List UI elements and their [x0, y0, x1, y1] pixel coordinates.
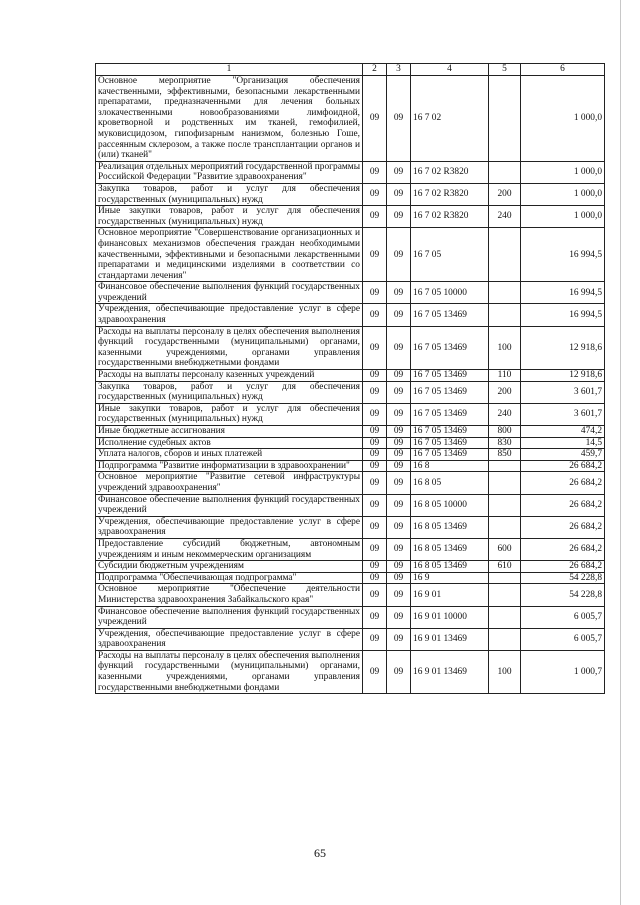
row-amount-cell: 26 684,2 — [521, 472, 605, 494]
row-amount-cell: 26 684,2 — [521, 494, 605, 516]
table-row — [96, 650, 605, 693]
row-amount-cell: 1 000,0 — [521, 161, 605, 183]
row-subsection-cell: 09 — [387, 76, 411, 162]
table-header-row — [96, 64, 605, 76]
row-section-cell: 09 — [363, 449, 387, 461]
row-expense-type-cell — [489, 572, 521, 584]
row-subsection-cell: 09 — [387, 437, 411, 449]
row-section-cell: 09 — [363, 561, 387, 573]
table-row — [96, 628, 605, 650]
row-section-cell: 09 — [363, 516, 387, 538]
row-target-code-cell: 16 7 05 — [411, 228, 489, 282]
row-expense-type-cell: 100 — [489, 326, 521, 369]
row-section-cell: 09 — [363, 228, 387, 282]
table-row — [96, 516, 605, 538]
row-subsection-cell: 09 — [387, 561, 411, 573]
row-expense-type-cell: 200 — [489, 381, 521, 403]
row-subsection-cell: 09 — [387, 370, 411, 382]
row-section-cell: 09 — [363, 381, 387, 403]
row-subsection-cell: 09 — [387, 304, 411, 326]
row-expense-type-cell — [489, 584, 521, 606]
row-expense-type-cell — [489, 161, 521, 183]
row-amount-cell: 3 601,7 — [521, 381, 605, 403]
table-row — [96, 584, 605, 606]
row-name-cell: Предоставление субсидий бюджетным, автономным учреждениям и иным некоммерческим организациям — [96, 538, 363, 560]
row-target-code-cell: 16 7 02 R3820 — [411, 206, 489, 228]
row-section-cell: 09 — [363, 206, 387, 228]
row-amount-cell: 1 000,0 — [521, 206, 605, 228]
row-name-cell: Учреждения, обеспечивающие предоставление услуг в сфере здравоохранения — [96, 628, 363, 650]
table-row — [96, 228, 605, 282]
row-target-code-cell: 16 9 01 — [411, 584, 489, 606]
row-section-cell: 09 — [363, 437, 387, 449]
row-amount-cell: 1 000,0 — [521, 76, 605, 162]
row-section-cell: 09 — [363, 76, 387, 162]
row-target-code-cell: 16 7 05 13469 — [411, 326, 489, 369]
table-row — [96, 449, 605, 461]
row-expense-type-cell — [489, 76, 521, 162]
row-subsection-cell: 09 — [387, 572, 411, 584]
row-section-cell: 09 — [363, 606, 387, 628]
table-row — [96, 326, 605, 369]
row-name-cell: Подпрограмма "Обеспечивающая подпрограмма" — [96, 572, 363, 584]
row-target-code-cell: 16 9 01 13469 — [411, 628, 489, 650]
row-subsection-cell: 09 — [387, 426, 411, 438]
row-subsection-cell: 09 — [387, 449, 411, 461]
row-amount-cell: 12 918,6 — [521, 370, 605, 382]
table-row — [96, 426, 605, 438]
row-expense-type-cell: 610 — [489, 561, 521, 573]
row-expense-type-cell — [489, 516, 521, 538]
row-section-cell: 09 — [363, 494, 387, 516]
row-expense-type-cell: 800 — [489, 426, 521, 438]
row-name-cell: Субсидии бюджетным учреждениям — [96, 561, 363, 573]
row-section-cell: 09 — [363, 304, 387, 326]
table-row — [96, 403, 605, 425]
header-col-target-code: 4 — [411, 64, 489, 76]
row-target-code-cell: 16 7 05 10000 — [411, 282, 489, 304]
row-name-cell: Расходы на выплаты персоналу казенных учреждений — [96, 370, 363, 382]
row-amount-cell: 474,2 — [521, 426, 605, 438]
table-row — [96, 282, 605, 304]
row-amount-cell: 12 918,6 — [521, 326, 605, 369]
table-row — [96, 472, 605, 494]
row-subsection-cell: 09 — [387, 628, 411, 650]
row-amount-cell: 26 684,2 — [521, 538, 605, 560]
row-subsection-cell: 09 — [387, 606, 411, 628]
row-subsection-cell: 09 — [387, 228, 411, 282]
budget-table — [95, 63, 605, 694]
row-expense-type-cell: 240 — [489, 403, 521, 425]
row-amount-cell: 16 994,5 — [521, 282, 605, 304]
row-expense-type-cell — [489, 228, 521, 282]
row-section-cell: 09 — [363, 161, 387, 183]
header-col-name: 1 — [96, 64, 363, 76]
row-name-cell: Основное мероприятие "Организация обеспечения качественными, эффективными, безопасными лекарственными препаратами, предназначенными для лечения больных злокачественными новообразованиями лимфоидной, кроветворной и родственных им тканей, гемофилией, муковисцидозом, гипофизарным нанизмом, болезнью Гоше, рассеянным склерозом, а также после трансплантации органов и (или) тканей" — [96, 76, 363, 162]
row-expense-type-cell — [489, 494, 521, 516]
row-target-code-cell: 16 8 — [411, 460, 489, 472]
table-row — [96, 437, 605, 449]
row-subsection-cell: 09 — [387, 584, 411, 606]
row-amount-cell: 16 994,5 — [521, 228, 605, 282]
row-target-code-cell: 16 7 02 R3820 — [411, 183, 489, 205]
row-expense-type-cell — [489, 282, 521, 304]
table-row — [96, 572, 605, 584]
row-name-cell: Расходы на выплаты персоналу в целях обеспечения выполнения функций государственными (муниципальными) органами, казенными учреждениями, органами управления государственными внебюджетными фондами — [96, 326, 363, 369]
row-subsection-cell: 09 — [387, 282, 411, 304]
row-section-cell: 09 — [363, 426, 387, 438]
row-target-code-cell: 16 8 05 13469 — [411, 561, 489, 573]
row-expense-type-cell: 100 — [489, 650, 521, 693]
table-row — [96, 370, 605, 382]
row-amount-cell: 54 228,8 — [521, 572, 605, 584]
row-target-code-cell: 16 7 05 13469 — [411, 449, 489, 461]
row-section-cell: 09 — [363, 650, 387, 693]
row-section-cell: 09 — [363, 403, 387, 425]
row-expense-type-cell: 830 — [489, 437, 521, 449]
row-name-cell: Основное мероприятие "Развитие сетевой инфраструктуры учреждений здравоохранения" — [96, 472, 363, 494]
row-amount-cell: 14,5 — [521, 437, 605, 449]
header-col-subsection: 3 — [387, 64, 411, 76]
row-section-cell: 09 — [363, 584, 387, 606]
table-row — [96, 494, 605, 516]
row-name-cell: Закупка товаров, работ и услуг для обеспечения государственных (муниципальных) нужд — [96, 381, 363, 403]
row-target-code-cell: 16 7 05 13469 — [411, 304, 489, 326]
row-target-code-cell: 16 8 05 — [411, 472, 489, 494]
row-amount-cell: 26 684,2 — [521, 460, 605, 472]
row-name-cell: Закупка товаров, работ и услуг для обеспечения государственных (муниципальных) нужд — [96, 183, 363, 205]
page-edge — [620, 0, 621, 905]
row-target-code-cell: 16 9 01 10000 — [411, 606, 489, 628]
row-amount-cell: 1 000,0 — [521, 183, 605, 205]
row-subsection-cell: 09 — [387, 183, 411, 205]
row-amount-cell: 26 684,2 — [521, 561, 605, 573]
row-name-cell: Исполнение судебных актов — [96, 437, 363, 449]
row-subsection-cell: 09 — [387, 206, 411, 228]
row-name-cell: Финансовое обеспечение выполнения функций государственных учреждений — [96, 606, 363, 628]
row-name-cell: Иные закупки товаров, работ и услуг для обеспечения государственных (муниципальных) нужд — [96, 403, 363, 425]
row-name-cell: Реализация отдельных мероприятий государственной программы Российской Федерации "Развитие здравоохранения" — [96, 161, 363, 183]
row-amount-cell: 1 000,7 — [521, 650, 605, 693]
header-col-section: 2 — [363, 64, 387, 76]
row-name-cell: Иные бюджетные ассигнования — [96, 426, 363, 438]
row-expense-type-cell: 240 — [489, 206, 521, 228]
row-target-code-cell: 16 7 05 13469 — [411, 370, 489, 382]
row-name-cell: Финансовое обеспечение выполнения функций государственных учреждений — [96, 282, 363, 304]
row-amount-cell: 6 005,7 — [521, 606, 605, 628]
row-expense-type-cell: 600 — [489, 538, 521, 560]
row-target-code-cell: 16 8 05 10000 — [411, 494, 489, 516]
table-row — [96, 460, 605, 472]
page-number: 65 — [314, 846, 326, 860]
table-row — [96, 161, 605, 183]
row-subsection-cell: 09 — [387, 650, 411, 693]
row-target-code-cell: 16 8 05 13469 — [411, 516, 489, 538]
row-expense-type-cell — [489, 472, 521, 494]
table-row — [96, 561, 605, 573]
row-expense-type-cell — [489, 628, 521, 650]
table-row — [96, 606, 605, 628]
table-row — [96, 206, 605, 228]
row-expense-type-cell: 850 — [489, 449, 521, 461]
row-section-cell: 09 — [363, 282, 387, 304]
row-amount-cell: 16 994,5 — [521, 304, 605, 326]
row-target-code-cell: 16 9 01 13469 — [411, 650, 489, 693]
row-target-code-cell: 16 7 05 13469 — [411, 437, 489, 449]
table-row — [96, 76, 605, 162]
row-name-cell: Иные закупки товаров, работ и услуг для обеспечения государственных (муниципальных) нужд — [96, 206, 363, 228]
table-row — [96, 538, 605, 560]
row-section-cell: 09 — [363, 183, 387, 205]
row-target-code-cell: 16 7 05 13469 — [411, 381, 489, 403]
row-subsection-cell: 09 — [387, 472, 411, 494]
row-target-code-cell: 16 7 05 13469 — [411, 426, 489, 438]
row-expense-type-cell: 200 — [489, 183, 521, 205]
row-amount-cell: 6 005,7 — [521, 628, 605, 650]
row-section-cell: 09 — [363, 326, 387, 369]
row-amount-cell: 54 228,8 — [521, 584, 605, 606]
row-target-code-cell: 16 8 05 13469 — [411, 538, 489, 560]
row-section-cell: 09 — [363, 472, 387, 494]
table-row — [96, 381, 605, 403]
row-subsection-cell: 09 — [387, 538, 411, 560]
row-subsection-cell: 09 — [387, 403, 411, 425]
row-name-cell: Расходы на выплаты персоналу в целях обеспечения выполнения функций государственными (муниципальными) органами, казенными учреждениями, органами управления государственными внебюджетными фондами — [96, 650, 363, 693]
row-subsection-cell: 09 — [387, 460, 411, 472]
row-name-cell: Учреждения, обеспечивающие предоставление услуг в сфере здравоохранения — [96, 516, 363, 538]
row-section-cell: 09 — [363, 538, 387, 560]
row-amount-cell: 26 684,2 — [521, 516, 605, 538]
row-expense-type-cell — [489, 460, 521, 472]
row-target-code-cell: 16 7 02 — [411, 76, 489, 162]
row-expense-type-cell — [489, 304, 521, 326]
row-subsection-cell: 09 — [387, 494, 411, 516]
row-name-cell: Учреждения, обеспечивающие предоставление услуг в сфере здравоохранения — [96, 304, 363, 326]
header-col-expense-type: 5 — [489, 64, 521, 76]
row-name-cell: Основное мероприятие "Обеспечение деятельности Министерства здравоохранения Забайкальского края" — [96, 584, 363, 606]
row-section-cell: 09 — [363, 460, 387, 472]
row-subsection-cell: 09 — [387, 516, 411, 538]
row-name-cell: Уплата налогов, сборов и иных платежей — [96, 449, 363, 461]
row-expense-type-cell: 110 — [489, 370, 521, 382]
row-section-cell: 09 — [363, 572, 387, 584]
row-amount-cell: 459,7 — [521, 449, 605, 461]
row-section-cell: 09 — [363, 628, 387, 650]
row-name-cell: Финансовое обеспечение выполнения функций государственных учреждений — [96, 494, 363, 516]
row-section-cell: 09 — [363, 370, 387, 382]
header-col-amount: 6 — [521, 64, 605, 76]
table-row — [96, 183, 605, 205]
row-target-code-cell: 16 7 02 R3820 — [411, 161, 489, 183]
row-subsection-cell: 09 — [387, 326, 411, 369]
row-subsection-cell: 09 — [387, 381, 411, 403]
table-row — [96, 304, 605, 326]
row-subsection-cell: 09 — [387, 161, 411, 183]
row-amount-cell: 3 601,7 — [521, 403, 605, 425]
row-name-cell: Подпрограмма "Развитие информатизации в здравоохранении" — [96, 460, 363, 472]
row-name-cell: Основное мероприятие "Совершенствование организационных и финансовых механизмов обеспечения граждан необходимыми качественными, эффективными и безопасными лекарственными препаратами и медицинскими изделиями в соответствии со стандартами лечения" — [96, 228, 363, 282]
row-expense-type-cell — [489, 606, 521, 628]
row-target-code-cell: 16 7 05 13469 — [411, 403, 489, 425]
row-target-code-cell: 16 9 — [411, 572, 489, 584]
